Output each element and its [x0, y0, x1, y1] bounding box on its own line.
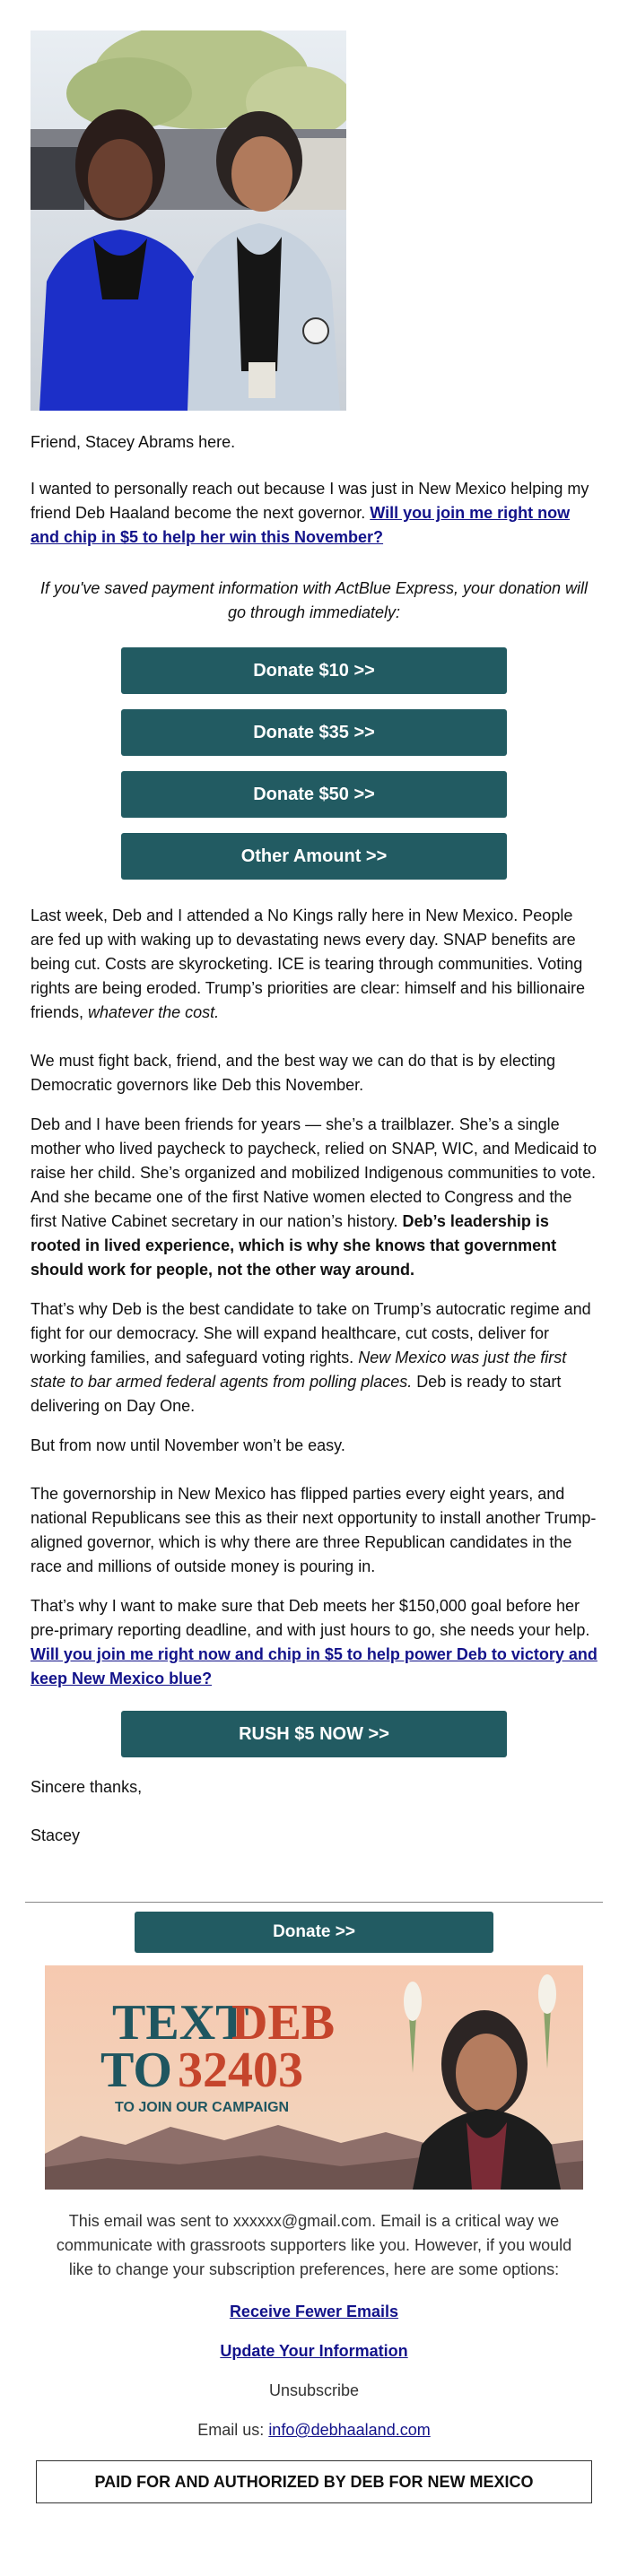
paragraph-governorship: The governorship in New Mexico has flipped parties every eight years, and national Republicans see this as their next opportunity to install another Trump-aligned governor, which is why there are three Republican candidates in the race and millions of outside money is pouring in.	[31, 1485, 597, 1575]
paragraph-friends-bold: Deb’s leadership is rooted in lived experience, which is why she knows that government should work for people, not the other way around.	[31, 1212, 557, 1279]
donate-50-button[interactable]: Donate $50 >>	[121, 771, 507, 818]
banner-to-word: TO	[100, 2043, 172, 2098]
footer-notice: This email was sent to xxxxxx@gmail.com. Email is a critical way we communicate with grassroots supporters like you. However, if you would like to change your subscription preferences, here are some options:	[56, 2212, 572, 2278]
paragraph-goal	[31, 1594, 597, 1691]
rush-5-button[interactable]: RUSH $5 NOW >>	[121, 1711, 507, 1757]
paid-for-disclaimer: PAID FOR AND AUTHORIZED BY DEB FOR NEW MEXICO	[36, 2460, 592, 2503]
unsubscribe-link[interactable]: Unsubscribe	[268, 2381, 360, 2399]
paragraph-goal-text: That’s why I want to make sure that Deb meets her $150,000 goal before her pre-primary reporting deadline, and with just hours to go, she needs your help.	[31, 1597, 590, 1639]
intro-donate-link[interactable]: Will you join me right now and chip in $5 to help her win this November?	[31, 504, 571, 546]
paragraph-best-candidate	[31, 1297, 597, 1418]
footer-section	[0, 1902, 628, 2503]
paragraph-fight-back: We must fight back, friend, and the best way we can do that is by electing Democratic governors like Deb this November.	[31, 1052, 555, 1094]
unsubscribe-row	[25, 2379, 603, 2403]
rush-button-group	[31, 1711, 597, 1757]
paragraph-not-easy: But from now until November won’t be easy.	[31, 1436, 345, 1454]
greeting: Friend, Stacey Abrams here.	[31, 433, 236, 451]
actblue-note: If you've saved payment information with ActBlue Express, your donation will go through immediately:	[39, 579, 589, 621]
footer-donate-button[interactable]: Donate >>	[135, 1912, 493, 1953]
text-deb-banner-art	[45, 1965, 583, 2190]
receive-fewer-link[interactable]: Receive Fewer Emails	[229, 2303, 399, 2320]
paragraph-best-candidate-italic: New Mexico was just the first state to bar armed federal agents from polling places.	[31, 1349, 567, 1391]
paragraph-best-candidate-end: Deb is ready to start delivering on Day One.	[31, 1373, 562, 1415]
paragraph-friends	[31, 1113, 597, 1282]
banner-number: 32403	[178, 2043, 303, 2098]
donate-button-group	[31, 647, 597, 880]
update-info-row	[25, 2339, 603, 2364]
paragraph-friends-text: Deb and I have been friends for years — she’s a trailblazer. She’s a single mother who lived paycheck to paycheck, relied on SNAP, WIC, and Medicaid to raise her child. She’s organized and mobilized Indigenous communities to vote. And she became one of the first Native women elected to Congress and the first Native Cabinet secretary in our nation’s history.	[31, 1115, 597, 1230]
footer-divider	[25, 1902, 603, 1903]
intro-paragraph	[31, 477, 597, 550]
banner-deb-word: DEB	[231, 1995, 336, 2051]
banner-join-text: TO JOIN OUR CAMPAIGN	[115, 2100, 290, 2115]
update-info-link[interactable]: Update Your Information	[220, 2342, 408, 2360]
email-us-label: Email us:	[197, 2421, 265, 2439]
goal-donate-link[interactable]: Will you join me right now and chip in $5 to help power Deb to victory and keep New Mexico blue?	[31, 1645, 597, 1687]
footer-donate-group	[25, 1912, 603, 1953]
email-body	[0, 30, 628, 1848]
text-deb-banner[interactable]	[45, 1965, 583, 2190]
email-us-row	[25, 2418, 603, 2442]
paragraph-rally	[31, 904, 597, 1025]
other-amount-button[interactable]: Other Amount >>	[121, 833, 507, 880]
hero-photo-illustration	[31, 30, 346, 411]
signature: Stacey	[31, 1826, 81, 1844]
hero-photo	[31, 30, 346, 411]
signoff: Sincere thanks,	[31, 1778, 143, 1796]
donate-10-button[interactable]: Donate $10 >>	[121, 647, 507, 694]
banner-text-word: TEXT	[112, 1995, 249, 2051]
email-us-link[interactable]: info@debhaaland.com	[268, 2421, 431, 2439]
paragraph-rally-italic: whatever the cost.	[88, 1003, 220, 1021]
paragraph-best-candidate-text: That’s why Deb is the best candidate to take on Trump’s autocratic regime and fight for our democracy. She will expand healthcare, cut costs, deliver for working families, and safeguard voting rights.	[31, 1300, 591, 1366]
receive-fewer-row	[25, 2300, 603, 2324]
paragraph-rally-text: Last week, Deb and I attended a No Kings rally here in New Mexico. People are fed up with waking up to devastating news every day. SNAP benefits are being cut. Costs are skyrocketing. ICE is tearing through communities. Voting rights are being eroded. Trump’s priorities are clear: himself and his billionaire friends,	[31, 906, 585, 1021]
intro-text: I wanted to personally reach out because I was just in New Mexico helping my friend Deb Haaland become the next governor.	[31, 480, 589, 522]
donate-35-button[interactable]: Donate $35 >>	[121, 709, 507, 756]
